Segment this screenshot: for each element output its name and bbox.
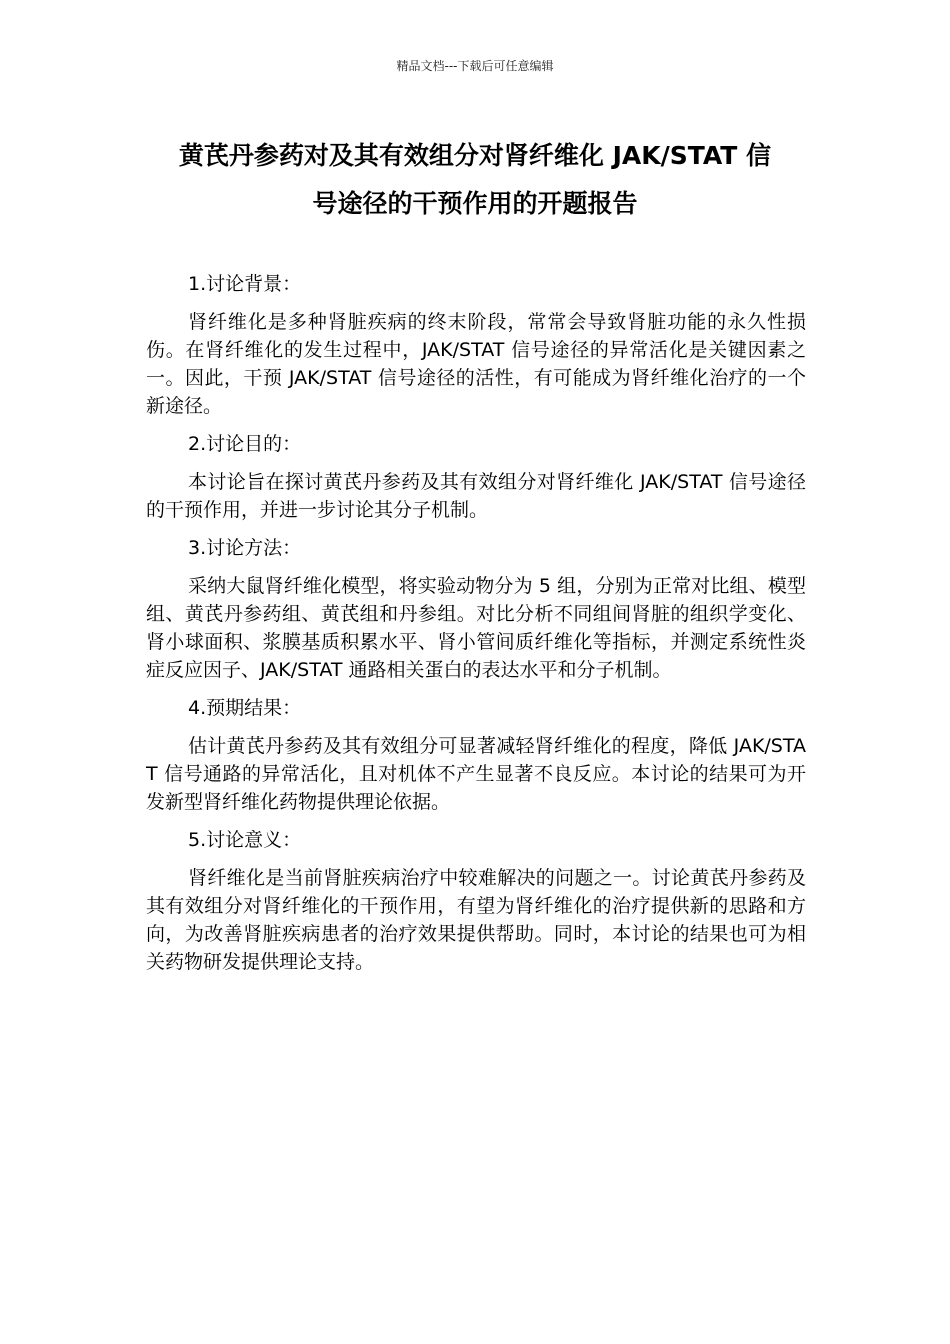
section-paragraph-background: 肾纤维化是多种肾脏疾病的终末阶段，常常会导致肾脏功能的永久性损伤。在肾纤维化的发生过程中，JAK/STAT 信号途径的异常活化是关键因素之一。因此，干预 JAK/STAT 信号途径的活性，有可能成为肾纤维化治疗的一个新途径。 xyxy=(146,311,806,417)
page-header-note: 精品文档---下载后可任意编辑 xyxy=(396,59,554,73)
document-title xyxy=(138,132,812,228)
title-line-1: 黄芪丹参药对及其有效组分对肾纤维化 JAK/STAT 信 xyxy=(178,141,772,170)
section-paragraph-expected-results: 估计黄芪丹参药及其有效组分可显著减轻肾纤维化的程度，降低 JAK/STAT 信号通路的异常活化，且对机体不产生显著不良反应。本讨论的结果可为开发新型肾纤维化药物提供理论依据。 xyxy=(146,735,806,813)
section-heading-significance: 5.讨论意义： xyxy=(188,829,302,851)
title-line-2: 号途径的干预作用的开题报告 xyxy=(312,189,638,218)
section-paragraph-purpose: 本讨论旨在探讨黄芪丹参药及其有效组分对肾纤维化 JAK/STAT 信号途径的干预作用，并进一步讨论其分子机制。 xyxy=(146,471,806,521)
section-heading-purpose: 2.讨论目的： xyxy=(188,433,302,455)
section-heading-expected-results: 4.预期结果： xyxy=(188,697,302,719)
section-heading-background: 1.讨论背景： xyxy=(188,273,302,295)
document-body xyxy=(146,270,806,986)
section-paragraph-significance: 肾纤维化是当前肾脏疾病治疗中较难解决的问题之一。讨论黄芪丹参药及其有效组分对肾纤维化的干预作用，有望为肾纤维化的治疗提供新的思路和方向，为改善肾脏疾病患者的治疗效果提供帮助。同时，本讨论的结果也可为相关药物研发提供理论支持。 xyxy=(146,867,806,973)
section-heading-method: 3.讨论方法： xyxy=(188,537,302,559)
section-paragraph-method: 采纳大鼠肾纤维化模型，将实验动物分为 5 组，分别为正常对比组、模型组、黄芪丹参药组、黄芪组和丹参组。对比分析不同组间肾脏的组织学变化、肾小球面积、浆膜基质积累水平、肾小管间质纤维化等指标，并测定系统性炎症反应因子、JAK/STAT 通路相关蛋白的表达水平和分子机制。 xyxy=(146,575,806,681)
